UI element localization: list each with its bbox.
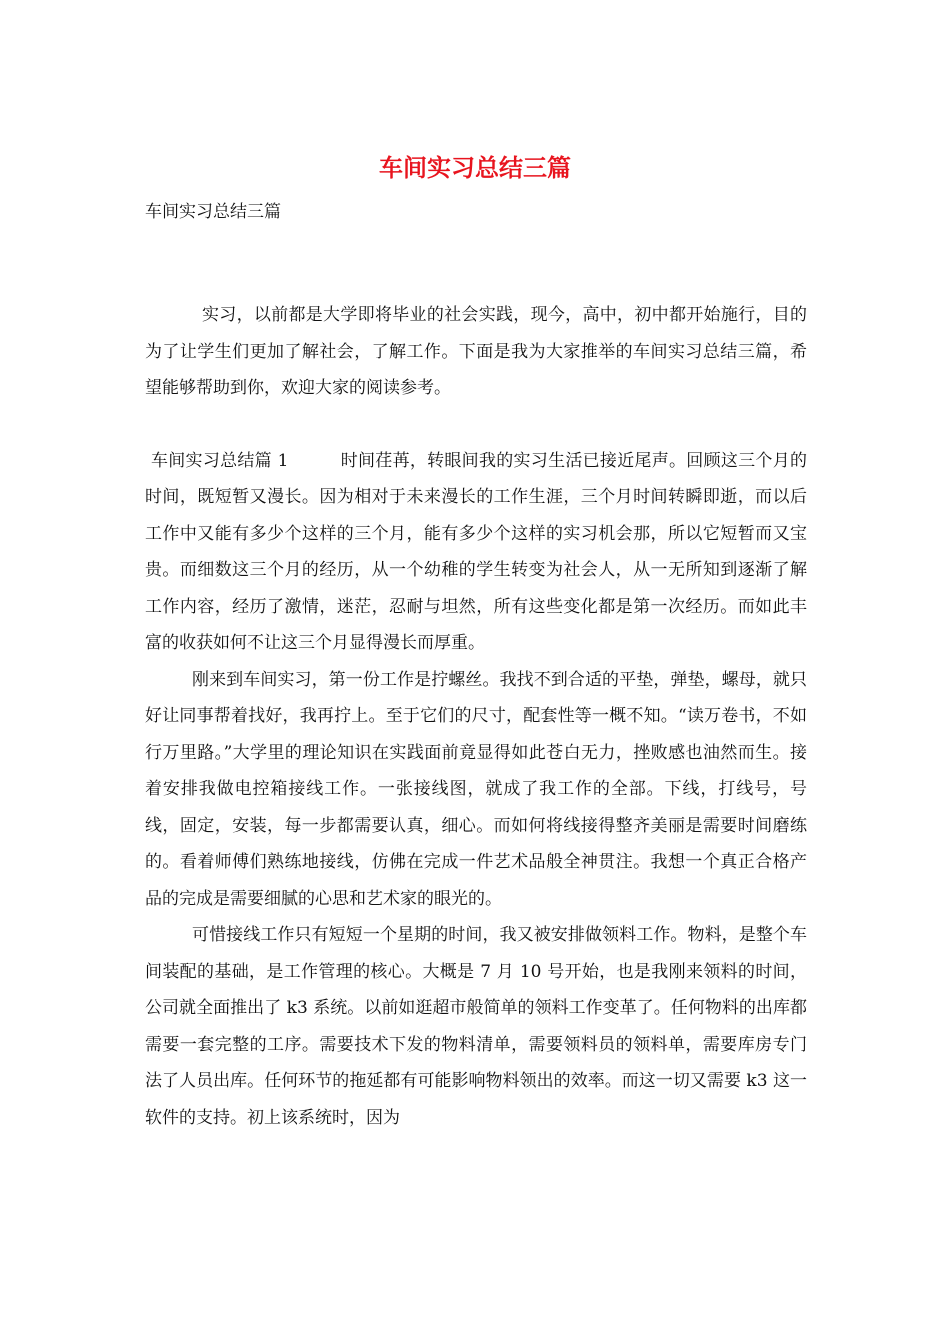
section-1-paragraph xyxy=(145,443,807,662)
document-body xyxy=(145,297,807,1136)
document-title: 车间实习总结三篇 xyxy=(379,153,571,182)
intro-paragraph: 实习，以前都是大学即将毕业的社会实践，现今，高中，初中都开始施行，目的为了让学生们更加了解社会，了解工作。下面是我为大家推举的车间实习总结三篇，希望能够帮助到你，欢迎大家的阅读参考。 xyxy=(145,305,807,398)
paragraph-2: 刚来到车间实习，第一份工作是拧螺丝。我找不到合适的平垫，弹垫，螺母，就只好让同事帮着找好，我再拧上。至于它们的尺寸，配套性等一概不知。“读万卷书，不如行万里路。”大学里的理论知识在实践面前竟显得如此苍白无力，挫败感也油然而生。接着安排我做电控箱接线工作。一张接线图，就成了我工作的全部。下线，打线号，号线，固定，安装，每一步都需要认真，细心。而如何将线接得整齐美丽是需要时间磨练的。看着师傅们熟练地接线，仿佛在完成一件艺术品般全神贯注。我想一个真正合格产品的完成是需要细腻的心思和艺术家的眼光的。 xyxy=(145,669,807,909)
document-subtitle: 车间实习总结三篇 xyxy=(145,202,281,222)
paragraph-gap xyxy=(145,407,807,443)
section-1-text: 时间荏苒，转眼间我的实习生活已接近尾声。回顾这三个月的时间，既短暂又漫长。因为相对于未来漫长的工作生涯，三个月时间转瞬即逝，而以后工作中又能有多少个这样的三个月，能有多少个这样的实习机会那，所以它短暂而又宝贵。而细数这三个月的经历，从一个幼稚的学生转变为社会人，从一无所知到逐渐了解工作内容，经历了激情，迷茫，忍耐与坦然，所有这些变化都是第一次经历。而如此丰富的收获如何不让这三个月显得漫长而厚重。 xyxy=(145,450,807,653)
paragraph-3: 可惜接线工作只有短短一个星期的时间，我又被安排做领料工作。物料，是整个车间装配的基础，是工作管理的核心。大概是 7 月 10 号开始，也是我刚来领料的时间，公司就全面推出了 k3 系统。以前如逛超市般简单的领料工作变革了。任何物料的出库都需要一套完整的工序。需要技术下发的物料清单，需要领料员的领料单，需要库房专门法了人员出库。任何环节的拖延都有可能影响物料领出的效率。而这一切又需要 k3 这一软件的支持。初上该系统时，因为 xyxy=(145,925,807,1128)
section-1-label: 车间实习总结篇 1 xyxy=(151,450,289,471)
